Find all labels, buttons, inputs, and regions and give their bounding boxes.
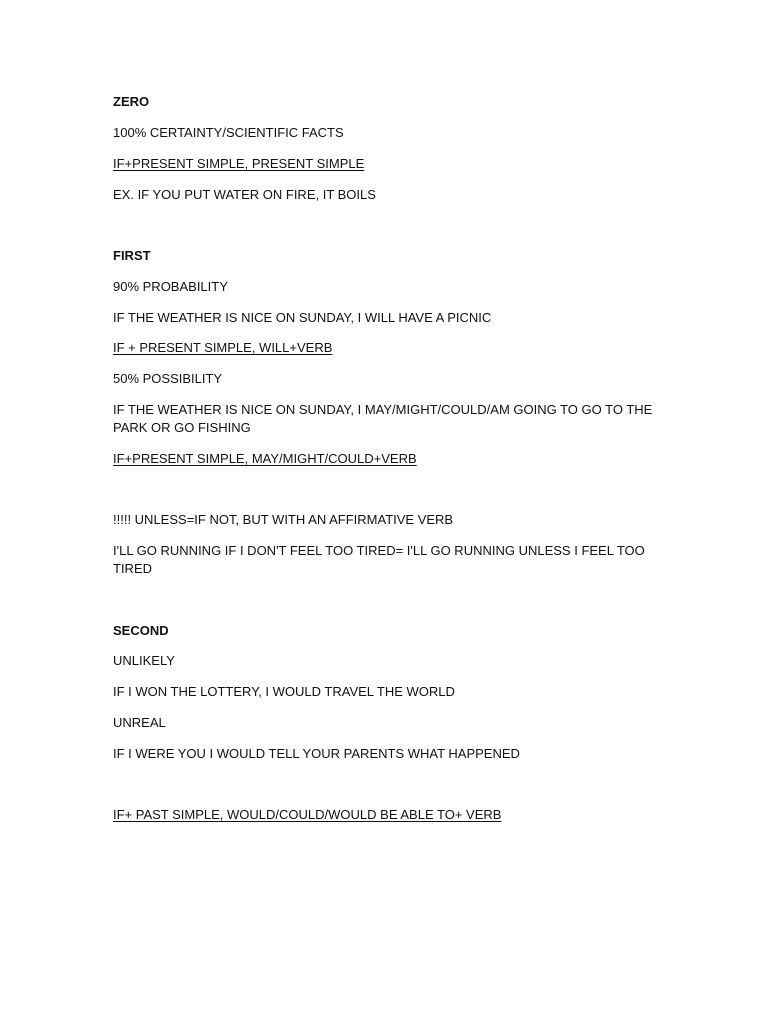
zero-example: EX. IF YOU PUT WATER ON FIRE, IT BOILS <box>113 187 376 202</box>
first-probability: 90% PROBABILITY <box>113 279 228 294</box>
first-formula-will: IF + PRESENT SIMPLE, WILL+VERB <box>113 340 333 355</box>
first-example-probability: IF THE WEATHER IS NICE ON SUNDAY, I WILL HAVE A PICNIC <box>113 310 492 325</box>
unless-note: !!!!! UNLESS=IF NOT, BUT WITH AN AFFIRMATIVE VERB <box>113 512 454 527</box>
first-possibility: 50% POSSIBILITY <box>113 371 223 386</box>
second-heading: SECOND <box>113 623 169 638</box>
second-unlikely: UNLIKELY <box>113 653 175 668</box>
document-page <box>113 0 658 1024</box>
first-formula-modal: IF+PRESENT SIMPLE, MAY/MIGHT/COULD+VERB <box>113 451 417 466</box>
unless-example: I'LL GO RUNNING IF I DON'T FEEL TOO TIRED= I'LL GO RUNNING UNLESS I FEEL TOO TIRED <box>113 543 645 576</box>
second-example-unlikely: IF I WON THE LOTTERY, I WOULD TRAVEL THE WORLD <box>113 684 455 699</box>
zero-certainty: 100% CERTAINTY/SCIENTIFIC FACTS <box>113 125 344 140</box>
first-example-possibility: IF THE WEATHER IS NICE ON SUNDAY, I MAY/MIGHT/COULD/AM GOING TO GO TO THE PARK OR GO FISHING <box>113 402 653 435</box>
zero-formula: IF+PRESENT SIMPLE, PRESENT SIMPLE <box>113 156 365 171</box>
second-example-unreal: IF I WERE YOU I WOULD TELL YOUR PARENTS WHAT HAPPENED <box>113 746 520 761</box>
second-formula: IF+ PAST SIMPLE, WOULD/COULD/WOULD BE ABLE TO+ VERB <box>113 807 502 822</box>
first-heading: FIRST <box>113 248 151 263</box>
zero-heading: ZERO <box>113 94 150 109</box>
second-unreal: UNREAL <box>113 715 166 730</box>
